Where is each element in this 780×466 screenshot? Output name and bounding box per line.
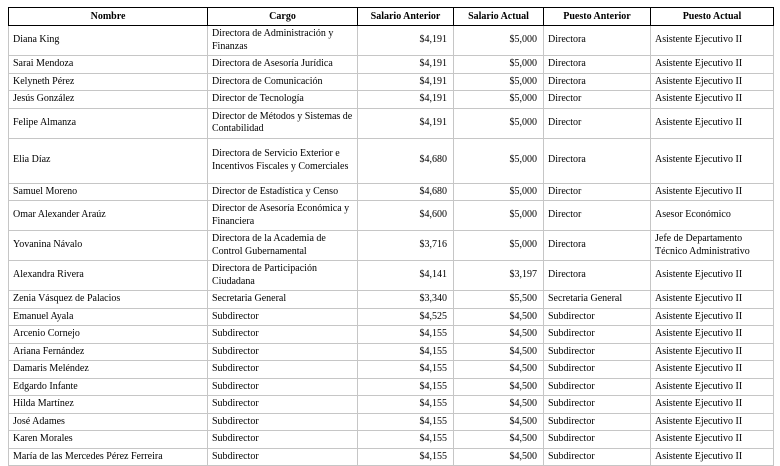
cell-puesto-anterior: Secretaria General — [544, 291, 651, 309]
cell-puesto-anterior: Director — [544, 91, 651, 109]
cell-puesto-actual: Asistente Ejecutivo II — [651, 431, 774, 449]
cell-puesto-actual: Jefe de Departamento Técnico Administrativo — [651, 231, 774, 261]
cell-salario-actual: $5,000 — [454, 91, 544, 109]
cell-cargo: Subdirector — [208, 396, 358, 414]
table-row — [9, 201, 774, 231]
cell-salario-actual: $4,500 — [454, 413, 544, 431]
cell-cargo: Directora de Administración y Finanzas — [208, 26, 358, 56]
cell-cargo: Director de Estadística y Censo — [208, 183, 358, 201]
cell-cargo: Subdirector — [208, 448, 358, 466]
cell-puesto-actual: Asistente Ejecutivo II — [651, 73, 774, 91]
cell-puesto-actual: Asistente Ejecutivo II — [651, 396, 774, 414]
column-header-salario-actual: Salario Actual — [454, 8, 544, 26]
cell-salario-actual: $5,000 — [454, 56, 544, 74]
cell-salario-anterior: $4,191 — [358, 56, 454, 74]
cell-puesto-anterior: Subdirector — [544, 343, 651, 361]
cell-cargo: Director de Tecnología — [208, 91, 358, 109]
cell-nombre: Zenia Vásquez de Palacios — [9, 291, 208, 309]
cell-cargo: Director de Métodos y Sistemas de Contabilidad — [208, 108, 358, 138]
cell-nombre: Alexandra Rivera — [9, 261, 208, 291]
cell-nombre: Felipe Almanza — [9, 108, 208, 138]
cell-puesto-actual: Asistente Ejecutivo II — [651, 56, 774, 74]
cell-puesto-actual: Asistente Ejecutivo II — [651, 108, 774, 138]
cell-salario-actual: $4,500 — [454, 308, 544, 326]
cell-puesto-anterior: Subdirector — [544, 378, 651, 396]
cell-puesto-actual: Asistente Ejecutivo II — [651, 361, 774, 379]
cell-puesto-anterior: Director — [544, 183, 651, 201]
cell-cargo: Secretaria General — [208, 291, 358, 309]
cell-salario-actual: $4,500 — [454, 396, 544, 414]
cell-nombre: Ariana Fernández — [9, 343, 208, 361]
cell-puesto-actual: Asistente Ejecutivo II — [651, 343, 774, 361]
cell-salario-anterior: $4,155 — [358, 413, 454, 431]
header-row — [9, 8, 774, 26]
cell-cargo: Directora de Servicio Exterior e Incentivos Fiscales y Comerciales — [208, 138, 358, 183]
cell-puesto-anterior: Subdirector — [544, 431, 651, 449]
cell-salario-anterior: $4,600 — [358, 201, 454, 231]
cell-puesto-anterior: Directora — [544, 138, 651, 183]
cell-nombre: Yovanina Návalo — [9, 231, 208, 261]
cell-puesto-anterior: Subdirector — [544, 361, 651, 379]
cell-nombre: Sarai Mendoza — [9, 56, 208, 74]
cell-salario-actual: $5,000 — [454, 231, 544, 261]
cell-nombre: Omar Alexander Araúz — [9, 201, 208, 231]
cell-salario-anterior: $4,191 — [358, 91, 454, 109]
cell-puesto-actual: Asistente Ejecutivo II — [651, 378, 774, 396]
table-row — [9, 343, 774, 361]
table-body — [9, 26, 774, 466]
cell-salario-actual: $3,197 — [454, 261, 544, 291]
cell-puesto-actual: Asistente Ejecutivo II — [651, 261, 774, 291]
table-row — [9, 326, 774, 344]
cell-salario-actual: $4,500 — [454, 361, 544, 379]
cell-salario-anterior: $4,680 — [358, 138, 454, 183]
cell-puesto-anterior: Subdirector — [544, 413, 651, 431]
cell-puesto-actual: Asistente Ejecutivo II — [651, 183, 774, 201]
cell-puesto-anterior: Subdirector — [544, 326, 651, 344]
column-header-cargo: Cargo — [208, 8, 358, 26]
salary-table — [8, 7, 774, 466]
cell-puesto-anterior: Directora — [544, 261, 651, 291]
cell-salario-anterior: $4,155 — [358, 396, 454, 414]
cell-salario-anterior: $4,155 — [358, 326, 454, 344]
cell-puesto-anterior: Subdirector — [544, 396, 651, 414]
cell-salario-anterior: $4,141 — [358, 261, 454, 291]
cell-nombre: Jesús González — [9, 91, 208, 109]
cell-puesto-actual: Asistente Ejecutivo II — [651, 308, 774, 326]
cell-puesto-anterior: Subdirector — [544, 308, 651, 326]
cell-nombre: Emanuel Ayala — [9, 308, 208, 326]
cell-nombre: Samuel Moreno — [9, 183, 208, 201]
column-header-salario-anterior: Salario Anterior — [358, 8, 454, 26]
cell-puesto-anterior: Directora — [544, 73, 651, 91]
cell-salario-actual: $5,000 — [454, 108, 544, 138]
column-header-nombre: Nombre — [9, 8, 208, 26]
cell-cargo: Directora de Participación Ciudadana — [208, 261, 358, 291]
cell-puesto-actual: Asesor Económico — [651, 201, 774, 231]
cell-salario-actual: $4,500 — [454, 326, 544, 344]
cell-salario-anterior: $4,155 — [358, 343, 454, 361]
cell-cargo: Subdirector — [208, 361, 358, 379]
table-row — [9, 291, 774, 309]
cell-salario-actual: $4,500 — [454, 343, 544, 361]
cell-cargo: Directora de Comunicación — [208, 73, 358, 91]
cell-puesto-anterior: Director — [544, 201, 651, 231]
table-row — [9, 138, 774, 183]
cell-salario-anterior: $4,525 — [358, 308, 454, 326]
cell-cargo: Subdirector — [208, 308, 358, 326]
cell-cargo: Subdirector — [208, 378, 358, 396]
cell-nombre: Kelyneth Pérez — [9, 73, 208, 91]
cell-nombre: María de las Mercedes Pérez Ferreira — [9, 448, 208, 466]
cell-salario-actual: $5,500 — [454, 291, 544, 309]
cell-nombre: Karen Morales — [9, 431, 208, 449]
cell-salario-anterior: $4,680 — [358, 183, 454, 201]
cell-puesto-actual: Asistente Ejecutivo II — [651, 326, 774, 344]
cell-cargo: Directora de Asesoría Jurídica — [208, 56, 358, 74]
cell-salario-anterior: $4,191 — [358, 108, 454, 138]
cell-salario-anterior: $3,716 — [358, 231, 454, 261]
cell-cargo: Subdirector — [208, 431, 358, 449]
cell-salario-anterior: $4,155 — [358, 378, 454, 396]
table-row — [9, 261, 774, 291]
cell-nombre: Edgardo Infante — [9, 378, 208, 396]
cell-puesto-actual: Asistente Ejecutivo II — [651, 91, 774, 109]
cell-cargo: Director de Asesoría Económica y Financiera — [208, 201, 358, 231]
cell-puesto-anterior: Directora — [544, 231, 651, 261]
cell-nombre: Arcenio Cornejo — [9, 326, 208, 344]
cell-salario-anterior: $3,340 — [358, 291, 454, 309]
table-header — [9, 8, 774, 26]
table-row — [9, 431, 774, 449]
cell-salario-anterior: $4,191 — [358, 73, 454, 91]
column-header-puesto-actual: Puesto Actual — [651, 8, 774, 26]
table-row — [9, 26, 774, 56]
cell-cargo: Directora de la Academia de Control Gubernamental — [208, 231, 358, 261]
cell-salario-anterior: $4,155 — [358, 361, 454, 379]
cell-salario-actual: $4,500 — [454, 448, 544, 466]
cell-salario-anterior: $4,155 — [358, 431, 454, 449]
cell-salario-anterior: $4,191 — [358, 26, 454, 56]
table-row — [9, 361, 774, 379]
table-row — [9, 108, 774, 138]
table-row — [9, 413, 774, 431]
cell-puesto-anterior: Directora — [544, 26, 651, 56]
salary-table-container — [8, 7, 774, 466]
cell-nombre: José Adames — [9, 413, 208, 431]
cell-salario-actual: $5,000 — [454, 73, 544, 91]
cell-puesto-anterior: Director — [544, 108, 651, 138]
table-row — [9, 56, 774, 74]
cell-cargo: Subdirector — [208, 326, 358, 344]
cell-salario-actual: $5,000 — [454, 183, 544, 201]
table-row — [9, 183, 774, 201]
cell-nombre: Diana King — [9, 26, 208, 56]
table-row — [9, 91, 774, 109]
cell-puesto-actual: Asistente Ejecutivo II — [651, 448, 774, 466]
cell-nombre: Hilda Martínez — [9, 396, 208, 414]
cell-puesto-actual: Asistente Ejecutivo II — [651, 26, 774, 56]
cell-puesto-actual: Asistente Ejecutivo II — [651, 138, 774, 183]
table-row — [9, 448, 774, 466]
table-row — [9, 308, 774, 326]
table-row — [9, 396, 774, 414]
cell-salario-actual: $4,500 — [454, 378, 544, 396]
cell-cargo: Subdirector — [208, 413, 358, 431]
cell-puesto-anterior: Directora — [544, 56, 651, 74]
cell-salario-anterior: $4,155 — [358, 448, 454, 466]
column-header-puesto-anterior: Puesto Anterior — [544, 8, 651, 26]
table-row — [9, 73, 774, 91]
cell-cargo: Subdirector — [208, 343, 358, 361]
cell-salario-actual: $5,000 — [454, 201, 544, 231]
table-row — [9, 231, 774, 261]
cell-puesto-actual: Asistente Ejecutivo II — [651, 291, 774, 309]
cell-salario-actual: $5,000 — [454, 26, 544, 56]
cell-salario-actual: $5,000 — [454, 138, 544, 183]
cell-nombre: Damaris Meléndez — [9, 361, 208, 379]
table-row — [9, 378, 774, 396]
cell-puesto-actual: Asistente Ejecutivo II — [651, 413, 774, 431]
cell-nombre: Elia Díaz — [9, 138, 208, 183]
cell-salario-actual: $4,500 — [454, 431, 544, 449]
cell-puesto-anterior: Subdirector — [544, 448, 651, 466]
